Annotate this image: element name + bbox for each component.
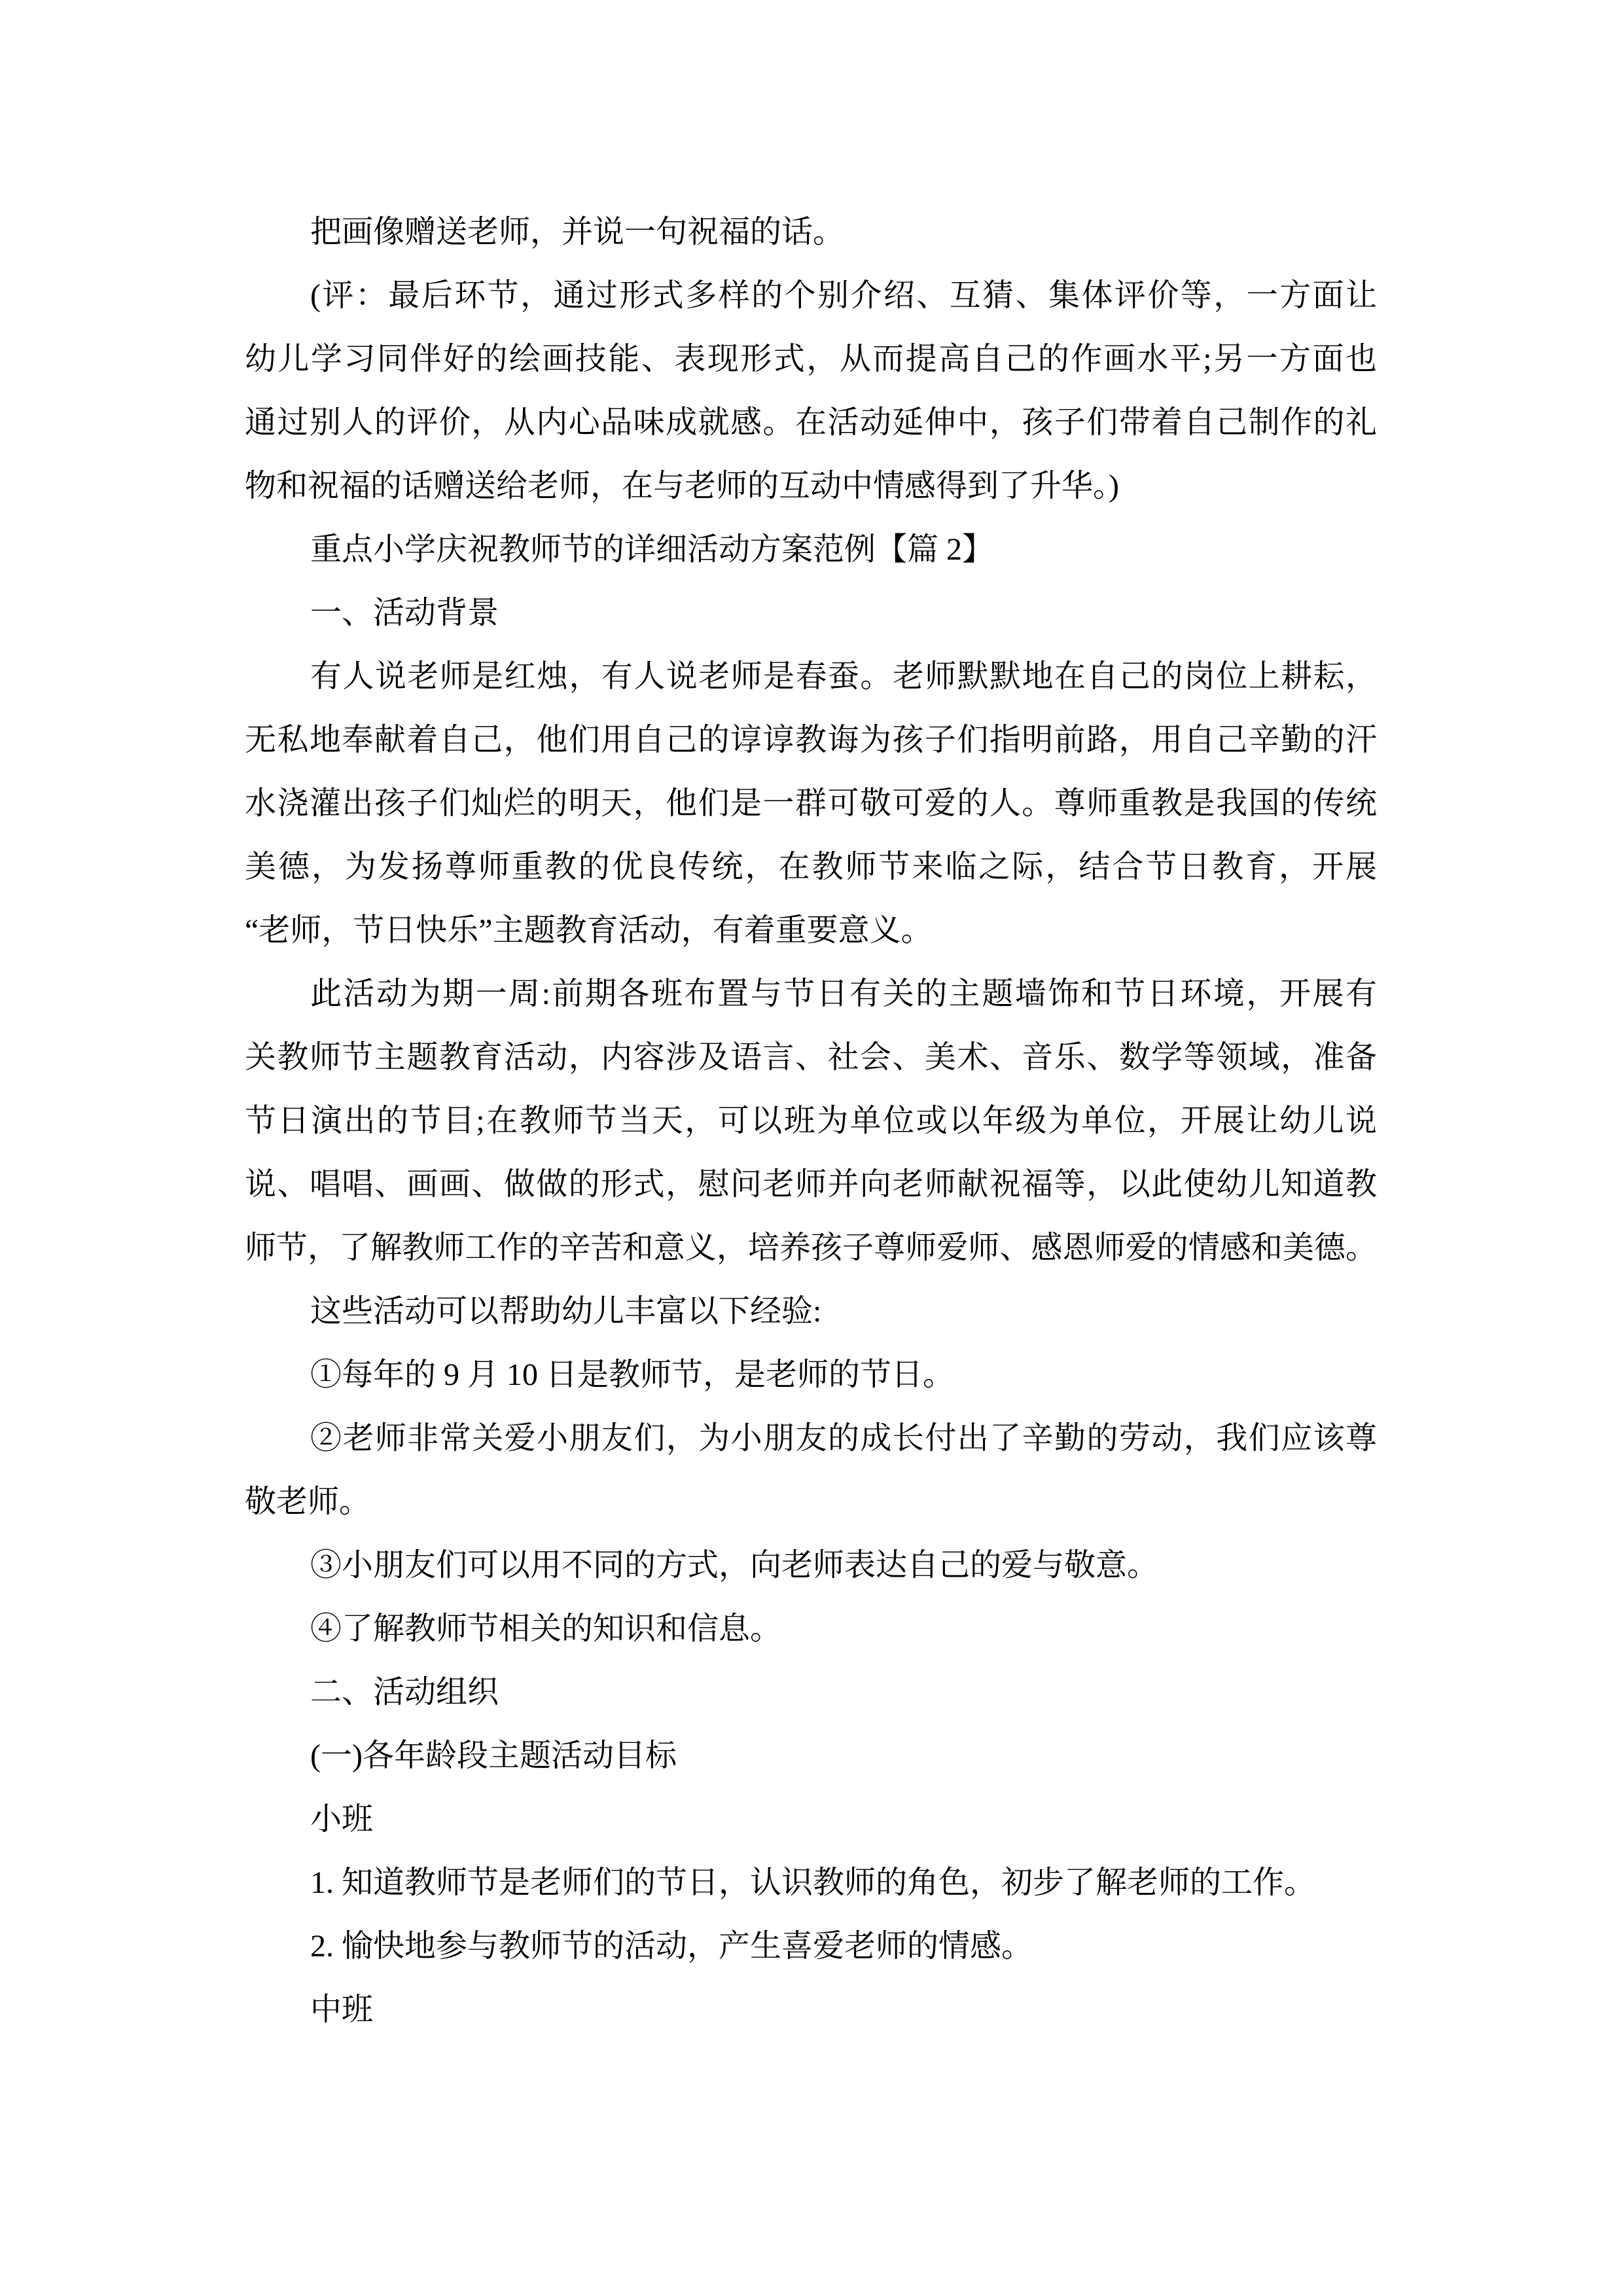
text-line: (一)各年龄段主题活动目标	[310, 1738, 677, 1773]
text-line: 重点小学庆祝教师节的详细活动方案范例【篇 2】	[310, 532, 994, 567]
text-line: 师节，了解教师工作的辛苦和意义，培养孩子尊师爱师、感恩师爱的情感和美德。	[245, 1230, 1377, 1265]
text-line: 节日演出的节目;在教师节当天，可以班为单位或以年级为单位，开展让幼儿说	[245, 1103, 1377, 1138]
text-line: 一、活动背景	[310, 596, 499, 630]
text-line: 通过别人的评价，从内心品味成就感。在活动延伸中，孩子们带着自己制作的礼	[245, 405, 1377, 440]
text-line: 说、唱唱、画画、做做的形式，慰问老师并向老师献祝福等，以此使幼儿知道教	[245, 1167, 1377, 1202]
text-line: 把画像赠送老师，并说一句祝福的话。	[310, 215, 845, 249]
text-line: 这些活动可以帮助幼儿丰富以下经验:	[310, 1294, 822, 1329]
document-text-block	[245, 200, 1377, 2041]
text-line: 有人说老师是红烛，有人说老师是春蚕。老师默默地在自己的岗位上耕耘，	[310, 659, 1377, 694]
text-line: ④了解教师节相关的知识和信息。	[310, 1611, 782, 1646]
text-line: (评：最后环节，通过形式多样的个别介绍、互猜、集体评价等，一方面让	[310, 278, 1377, 313]
text-line: 美德，为发扬尊师重教的优良传统，在教师节来临之际，结合节日教育，开展	[245, 850, 1377, 884]
text-line: 1. 知道教师节是老师们的节日，认识教师的角色，初步了解老师的工作。	[310, 1865, 1316, 1900]
text-line: 幼儿学习同伴好的绘画技能、表现形式，从而提高自己的作画水平;另一方面也	[245, 342, 1377, 376]
text-line: 小班	[310, 1802, 374, 1837]
text-line: 此活动为期一周:前期各班布置与节日有关的主题墙饰和节日环境，开展有	[310, 977, 1377, 1011]
text-line: ②老师非常关爱小朋友们，为小朋友的成长付出了辛勤的劳动，我们应该尊	[310, 1421, 1377, 1456]
text-line: 敬老师。	[245, 1484, 371, 1519]
text-line: 中班	[310, 1992, 374, 2027]
text-line: ③小朋友们可以用不同的方式，向老师表达自己的爱与敬意。	[310, 1548, 1159, 1583]
text-line: 无私地奉献着自己，他们用自己的谆谆教诲为孩子们指明前路，用自己辛勤的汗	[245, 723, 1377, 757]
text-line: “老师，节日快乐”主题教育活动，有着重要意义。	[245, 913, 933, 948]
text-line: 2. 愉快地参与教师节的活动，产生喜爱老师的情感。	[310, 1929, 1033, 1964]
text-line: 二、活动组织	[310, 1675, 499, 1710]
text-line: ①每年的 9 月 10 日是教师节，是老师的节日。	[310, 1357, 955, 1392]
text-line: 水浇灌出孩子们灿烂的明天，他们是一群可敬可爱的人。尊师重教是我国的传统	[245, 786, 1377, 821]
text-line: 物和祝福的话赠送给老师，在与老师的互动中情感得到了升华。)	[245, 469, 1119, 503]
text-line: 关教师节主题教育活动，内容涉及语言、社会、美术、音乐、数学等领域，准备	[245, 1040, 1377, 1075]
